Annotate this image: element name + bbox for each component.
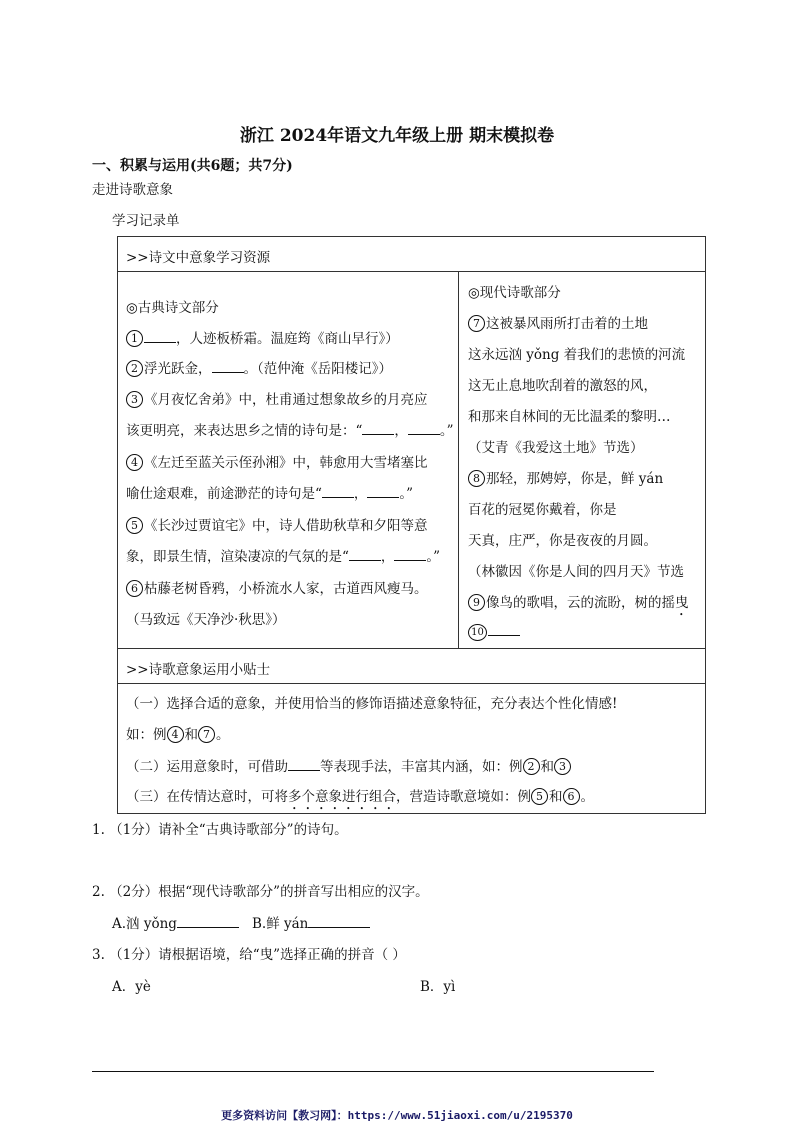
circled-number: 10	[468, 624, 487, 641]
emphasized-char: 曳	[675, 595, 689, 611]
tip-1: （一）选择合适的意象，并使用恰当的修饰语描述意象特征，充分表达个性化情感!	[126, 696, 618, 712]
circled-number: 7	[198, 726, 215, 743]
classical-line-4: 4 《左迁至蓝关示侄孙湘》中，韩愈用大雪堵塞比	[126, 451, 428, 471]
table-header-resources: >>诗文中意象学习资源	[126, 250, 271, 266]
modern-heading: ◎现代诗歌部分	[468, 285, 561, 301]
answer-blank[interactable]	[362, 422, 394, 435]
table-divider	[117, 648, 705, 649]
record-label: 学习记录单	[112, 213, 180, 229]
question-3-option-a[interactable]: A．yè	[112, 979, 151, 995]
tip-2: （二）运用意象时，可借助 等表现手法，丰富其内涵，如：例 2 和 3	[126, 755, 572, 775]
answer-blank[interactable]	[488, 623, 520, 636]
circled-number: 5	[531, 788, 548, 805]
circled-number: 4	[126, 454, 143, 471]
modern-line-7e: （艾青《我爱这土地》节选）	[468, 440, 644, 456]
circled-number: 2	[523, 758, 540, 775]
circled-number: 3	[554, 758, 571, 775]
modern-line-10	[468, 623, 520, 641]
table-header-tips: >>诗歌意象运用小贴士	[126, 662, 271, 678]
answer-blank[interactable]	[144, 330, 176, 343]
circled-number: 1	[126, 330, 143, 347]
question-2-option-a: A.汹 yǒng	[112, 914, 239, 934]
classical-line-4b: 喻仕途艰难，前途渺茫的诗句是“ ， 。”	[126, 486, 414, 502]
circled-number: 7	[468, 315, 485, 332]
question-1: 1. （1分）请补全“古典诗歌部分”的诗句。	[92, 822, 348, 838]
answer-blank[interactable]	[308, 915, 370, 928]
footer-divider	[92, 1071, 654, 1072]
question-2: 2. （2分）根据“现代诗歌部分”的拼音写出相应的汉字。	[92, 884, 429, 900]
intro-text: 走进诗歌意象	[92, 182, 173, 198]
circled-number: 5	[126, 517, 143, 534]
question-3: 3. （1分）请根据语境，给“曳”选择正确的拼音（ ）	[92, 947, 406, 963]
circled-number: 3	[126, 391, 143, 408]
answer-blank[interactable]	[408, 422, 440, 435]
answer-blank[interactable]	[394, 548, 426, 561]
modern-line-8: 8 那轻，那娉婷，你是，鲜 yán	[468, 467, 663, 487]
modern-line-8d: （林徽因《你是人间的四月天》节选	[468, 564, 684, 580]
classical-heading: ◎古典诗文部分	[126, 300, 219, 316]
modern-line-8b: 百花的冠冕你戴着，你是	[468, 502, 617, 518]
answer-blank[interactable]	[288, 758, 320, 771]
question-3-option-b[interactable]: B．yì	[420, 979, 456, 995]
table-divider	[117, 683, 705, 684]
circled-number: 6	[126, 580, 143, 597]
classical-line-6b: （马致远《天净沙·秋思》）	[126, 612, 286, 628]
modern-line-9: 9 像鸟的歌唱，云的流盼，树的摇曳	[468, 591, 704, 619]
answer-blank[interactable]	[322, 485, 354, 498]
circled-number: 2	[126, 360, 143, 377]
classical-line-3: 3 《月夜忆舍弟》中，杜甫通过想象故乡的月亮应	[126, 388, 428, 408]
modern-line-7d: 和那来自林间的无比温柔的黎明…	[468, 409, 671, 425]
question-2-option-b: B.鲜 yán	[252, 914, 370, 934]
classical-line-6: 6 枯藤老树昏鸦，小桥流水人家，古道西风瘦马。	[126, 577, 428, 597]
tip-1-example: 如：例 4 和 7 。	[126, 727, 230, 743]
circled-number: 8	[468, 470, 485, 487]
circled-number: 4	[167, 726, 184, 743]
table-divider	[117, 271, 705, 272]
emphasized-text: 多个意象进行组合	[288, 789, 396, 805]
classical-line-3b: 该更明亮，来表达思乡之情的诗句是：“ ， 。”	[126, 423, 454, 439]
page-title: 浙江 2024年语文九年级上册 期末模拟卷	[239, 126, 555, 146]
tip-3: （三）在传情达意时，可将多个意象进行组合，营造诗歌意境如：例 5 和 6 。	[126, 789, 594, 805]
footer-link[interactable]: 更多资料访问【教习网】：https://www.51jiaoxi.com/u/2195370	[221, 1109, 573, 1122]
section-heading: 一、积累与运用(共6题；共7分)	[92, 158, 293, 174]
answer-blank[interactable]	[367, 485, 399, 498]
modern-line-8c: 天真，庄严，你是夜夜的月圆。	[468, 533, 657, 549]
circled-number: 6	[563, 788, 580, 805]
classical-line-2: 2 浮光跃金， 。（范仲淹《岳阳楼记》）	[126, 357, 392, 377]
table-column-divider	[458, 271, 459, 648]
circled-number: 9	[468, 594, 485, 611]
answer-blank[interactable]	[177, 915, 239, 928]
answer-blank[interactable]	[349, 548, 381, 561]
classical-line-5b: 象，即景生情，渲染凄凉的气氛的是“ ， 。”	[126, 549, 441, 565]
modern-line-7c: 这无止息地吹刮着的激怒的风，	[468, 378, 657, 394]
classical-line-1: 1 ，人迹板桥霜。温庭筠《商山早行》）	[126, 327, 399, 347]
classical-line-5: 5 《长沙过贾谊宅》中，诗人借助秋草和夕阳等意	[126, 514, 428, 534]
modern-line-7b: 这永远汹 yǒng 着我们的悲愤的河流	[468, 347, 686, 363]
modern-line-7: 7 这被暴风雨所打击着的土地	[468, 312, 648, 332]
answer-blank[interactable]	[212, 360, 244, 373]
